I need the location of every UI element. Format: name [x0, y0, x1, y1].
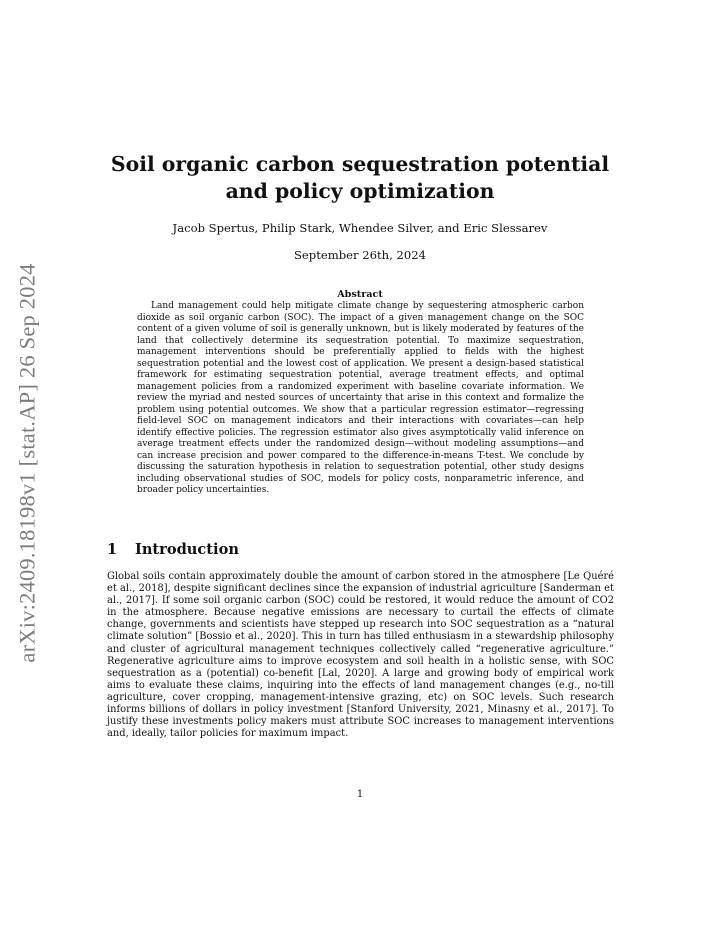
- paper-title: Soil organic carbon sequestration potential and policy optimization: [110, 152, 610, 203]
- abstract-heading: Abstract: [337, 289, 383, 300]
- section-title: Introduction: [135, 541, 239, 558]
- paper-date: September 26th, 2024: [293, 248, 426, 262]
- page-number: 1: [356, 789, 364, 800]
- paper-authors: Jacob Spertus, Philip Stark, Whendee Silver, and Eric Slessarev: [172, 221, 548, 235]
- abstract-text: Land management could help mitigate climate change by sequestering atmospheric carbon dioxide as soil organic carbon (SOC). The impact of a given management change on the SOC content of a given volume of soil is generally unknown, but is likely moderated by features of the land that collectively determine its sequestration potential. To maximize sequestration, management interventions should be preferentially applied to fields with the highest sequestration potential and the lowest cost of application. We present a design-based statistical framework for estimating sequestration potential, average treatment effects, and optimal management policies from a randomized experiment with baseline covariate information. We review the myriad and nested sources of uncertainty that arise in this context and formalize the problem using potential outcomes. We show that a particular regression estimator—regressing field-level SOC on management indicators and their interactions with covariates—can help identify effective policies. The regression estimator also gives asymptotically valid inference on average treatment effects under the randomized design—without modeling assumptions—and can increase precision and power compared to the difference-in-means T-test. We conclude by discussing the saturation hypothesis in relation to sequestration potential, other study designs including observational studies of SOC, models for policy costs, nonparametric inference, and broader policy uncertainties.: [137, 301, 584, 495]
- introduction-paragraph: Global soils contain approximately double the amount of carbon stored in the atmosphere [Le Quéré et al., 2018], despite significant declines since the expansion of industrial agriculture [Sanderman et al., 2017]. If some soil organic carbon (SOC) could be restored, it would reduce the amount of CO2 in the atmosphere. Because negative emissions are necessary to curtail the effects of climate change, governments and scientists have stepped up research into SOC sequestration as a “natural climate solution” [Bossio et al., 2020]. This in turn has tilled enthusiasm in a stewardship philosophy and cluster of agricultural management techniques collectively called “regenerative agriculture.” Regenerative agriculture aims to improve ecosystem and soil health in a holistic sense, with SOC sequestration as a (potential) co-benefit [Lal, 2020]. A large and growing body of empirical work aims to evaluate these claims, inquiring into the effects of land management changes (e.g., no-till agriculture, cover cropping, management-intensive grazing, etc) on SOC levels. Such research informs billions of dollars in policy investment [Stanford University, 2021, Minasny et al., 2017]. To justify these investments policy makers must attribute SOC increases to management interventions and, ideally, tailor policies for maximum impact.: [107, 571, 614, 740]
- section-number: 1: [107, 541, 118, 558]
- arxiv-identifier: [6, 248, 50, 678]
- arxiv-identifier-text: arXiv:2409.18198v1 [stat.AP] 26 Sep 2024: [15, 263, 41, 663]
- section-heading-introduction: [107, 541, 239, 558]
